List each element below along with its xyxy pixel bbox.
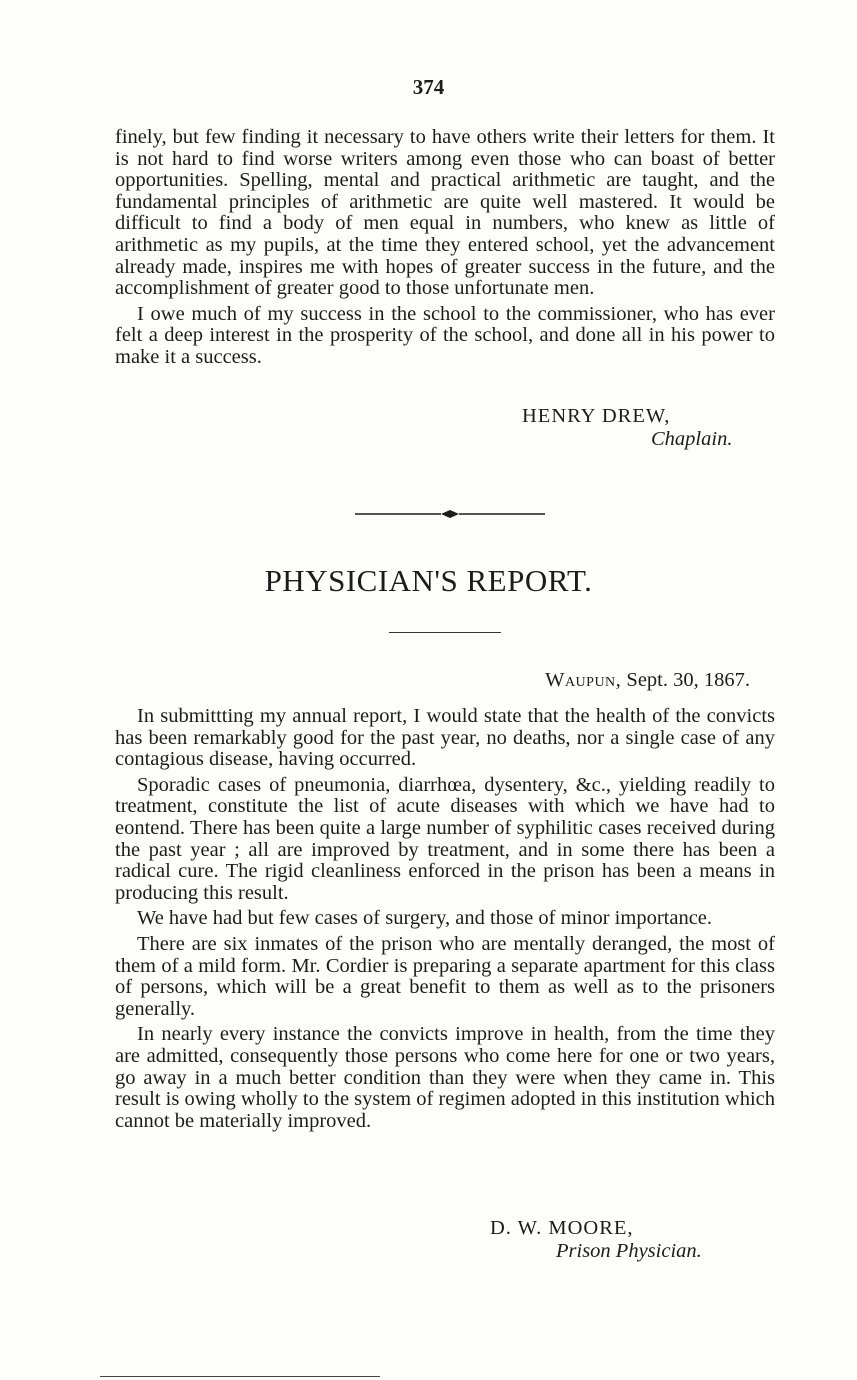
physician-paragraph-4: There are six inmates of the prison who are mentally deranged, the most of them of a mild form. Mr. Cordier is preparing a separate apartment for this class of persons, which will be a great benefit to them as well as to the prisoners generally.: [115, 932, 775, 1020]
chaplain-signature-title: Chaplain.: [651, 428, 733, 450]
chaplain-paragraph-1: finely, but few finding it necessary to have others write their letters for them. It is not hard to find worse writers among even those who can boast of better opportunities. Spelling, mental and practical arithmetic are taught, and the fundamental principles of arithmetic are quite well mastered. It would be difficult to find a body of men equal in numbers, who knew as little of arithmetic as my pupils, at the time they entered school, yet the advancement already made, inspires me with hopes of greater success in the future, and the accomplishment of greater good to those unfortunate men.: [115, 126, 775, 300]
physician-signature-title: Prison Physician.: [556, 1240, 702, 1262]
bottom-rule: [100, 1376, 380, 1377]
dateline: [545, 669, 750, 692]
physician-paragraph-3: We have had but few cases of surgery, and those of minor importance.: [137, 907, 713, 930]
physician-report-heading: PHYSICIAN'S REPORT.: [264, 563, 593, 598]
page-number: 374: [412, 75, 445, 99]
physician-signature-name: D. W. MOORE,: [490, 1217, 634, 1239]
chaplain-signature-name: HENRY DREW,: [522, 405, 671, 427]
physician-paragraph-5: In nearly every instance the convicts improve in health, from the time they are admitted, consequently those persons who come here for one or two years, go away in a much better condition than they were when they came in. This result is owing wholly to the system of regimen adopted in this institution which cannot be materially improved.: [115, 1023, 775, 1132]
section-divider-ornament: [355, 506, 545, 522]
physician-report-body: [115, 706, 775, 1132]
physician-paragraph-1: In submittting my annual report, I would state that the health of the convicts has been remarkably good for the past year, no deaths, nor a single case of any contagious disease, having occurred.: [115, 705, 775, 771]
dateline-place: Waupun,: [545, 669, 622, 691]
heading-rule: [389, 632, 501, 633]
dateline-date: Sept. 30, 1867.: [626, 669, 750, 691]
physician-paragraph-2: Sporadic cases of pneumonia, diarrhœa, dysentery, &c., yielding readily to treatment, constitute the list of acute diseases with which we have had to eontend. There has been quite a large number of syphilitic cases received during the past year ; all are improved by treatment, and in some there has been a radical cure. The rigid cleanliness enforced in the prison has been a means in producing this result.: [115, 773, 775, 904]
chaplain-paragraph-2: I owe much of my success in the school to the commissioner, who has ever felt a deep interest in the prosperity of the school, and done all in his power to make it a success.: [115, 302, 775, 368]
chaplain-report-body: [115, 127, 775, 369]
